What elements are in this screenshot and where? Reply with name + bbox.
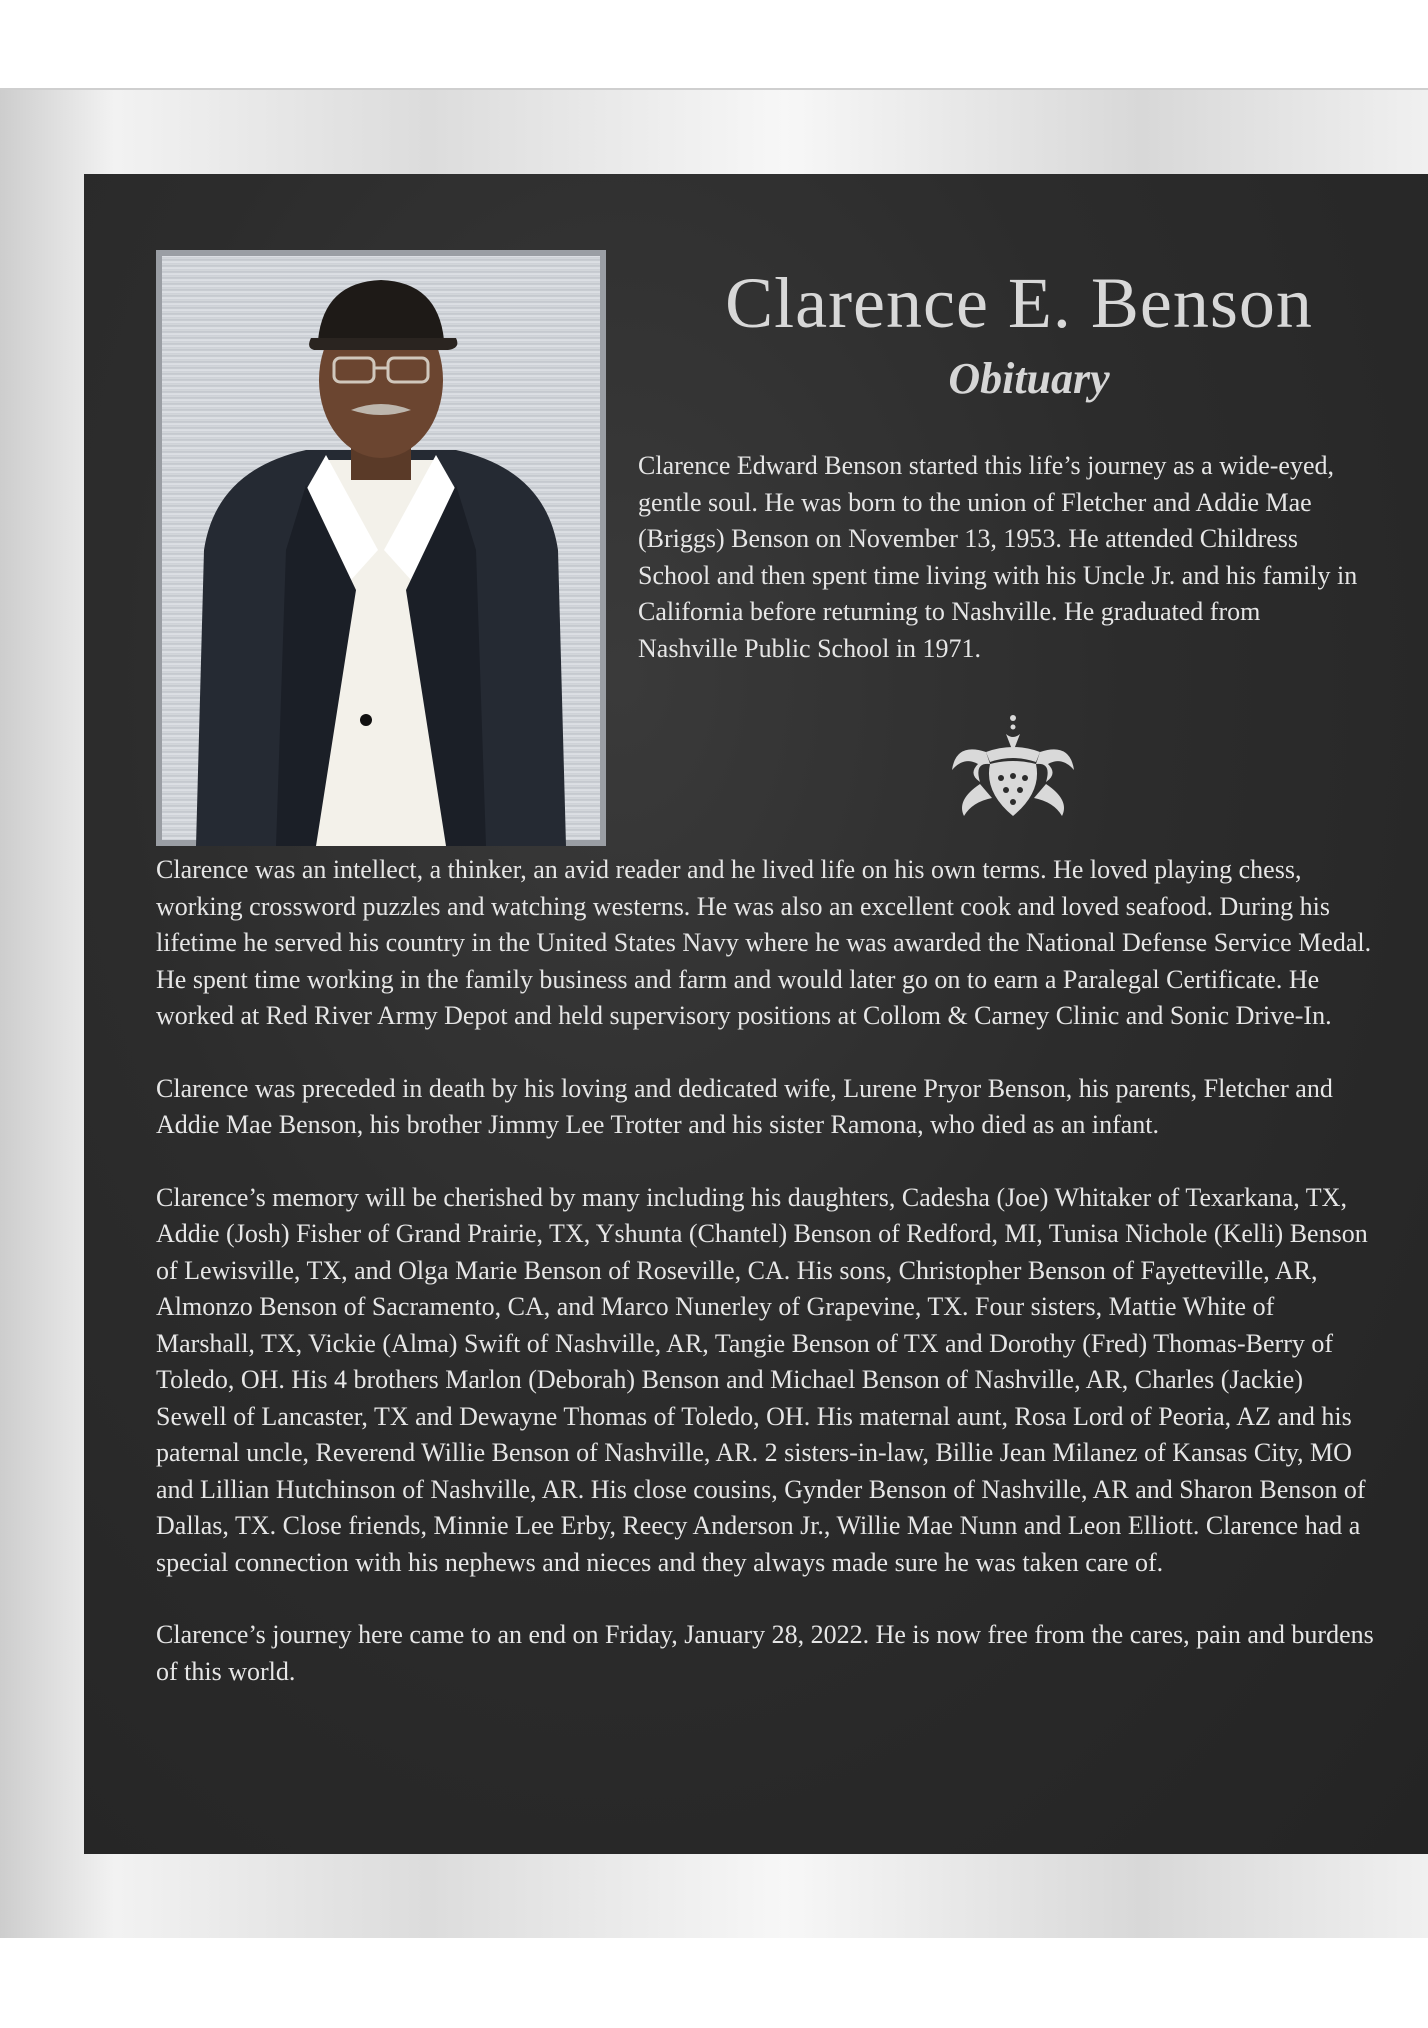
intro-paragraph: Clarence Edward Benson started this life’s journey as a wide-eyed, gentle soul. He was born to the union of Fletcher and Addie Mae (Briggs) Benson on November 13, 1953. He attended Childress School and then spent time living with his Uncle Jr. and his family in California before returning to Nashville. He graduated from Nashville Public School in 1971. [638, 451, 1358, 663]
portrait-photo [156, 250, 606, 846]
paragraph-preceded: Clarence was preceded in death by his loving and dedicated wife, Lurene Pryor Benson, his parents, Fletcher and Addie Mae Benson, his brother Jimmy Lee Trotter and his sister Ramona, who died as an infant. [156, 1073, 1333, 1139]
paragraph-passing: Clarence’s journey here came to an end on Friday, January 28, 2022. He is now free from the cares, pain and burdens of this world. [156, 1620, 1374, 1686]
deceased-name: Clarence E. Benson [725, 263, 1313, 343]
paragraph-life: Clarence was an intellect, a thinker, an avid reader and he lived life on his own terms. He loved playing chess, working crossword puzzles and watching westerns. He was also an excellent cook and loved seafood. During his lifetime he served his country in the United States Navy where he was awarded the National Defense Service Medal. He spent time working in the family business and farm and would later go on to earn a Paralegal Certificate. He worked at Red River Army Depot and held supervisory positions at Collom & Carney Clinic and Sonic Drive-In. [156, 855, 1372, 1030]
bottom-margin [0, 1938, 1428, 2028]
obituary-panel [84, 174, 1428, 1854]
portrait-illustration [156, 250, 606, 846]
obituary-subtitle: Obituary [948, 354, 1110, 403]
paragraph-survivors: Clarence’s memory will be cherished by many including his daughters, Cadesha (Joe) Whitaker of Texarkana, TX, Addie (Josh) Fisher of Grand Prairie, TX, Yshunta (Chantel) Benson of Redford, MI, Tunisa Nichole (Kelli) Benson of Lewisville, TX, and Olga Marie Benson of Roseville, CA. His sons, Christopher Benson of Fayetteville, AR, Almonzo Benson of Sacramento, CA, and Marco Nunerley of Grapevine, TX. Four sisters, Mattie White of Marshall, TX, Vickie (Alma) Swift of Nashville, AR, Tangie Benson of TX and Dorothy (Fred) Thomas-Berry of Toledo, OH. His 4 brothers Marlon (Deborah) Benson and Michael Benson of Nashville, AR, Charles (Jackie) Sewell of Lancaster, TX and Dewayne Thomas of Toledo, OH. His maternal aunt, Rosa Lord of Peoria, AZ and his paternal uncle, Reverend Willie Benson of Nashville, AR. 2 sisters-in-law, Billie Jean Milanez of Kansas City, MO and Lillian Hutchinson of Nashville, AR. His close cousins, Gynder Benson of Nashville, AR and Sharon Benson of Dallas, TX. Close friends, Minnie Lee Erby, Reecy Anderson Jr., Willie Mae Nunn and Leon Elliott. Clarence had a special connection with his nephews and nieces and they always made sure he was taken care of. [156, 1182, 1368, 1577]
ornament-icon [946, 712, 1080, 824]
obituary-body [156, 852, 1376, 1726]
